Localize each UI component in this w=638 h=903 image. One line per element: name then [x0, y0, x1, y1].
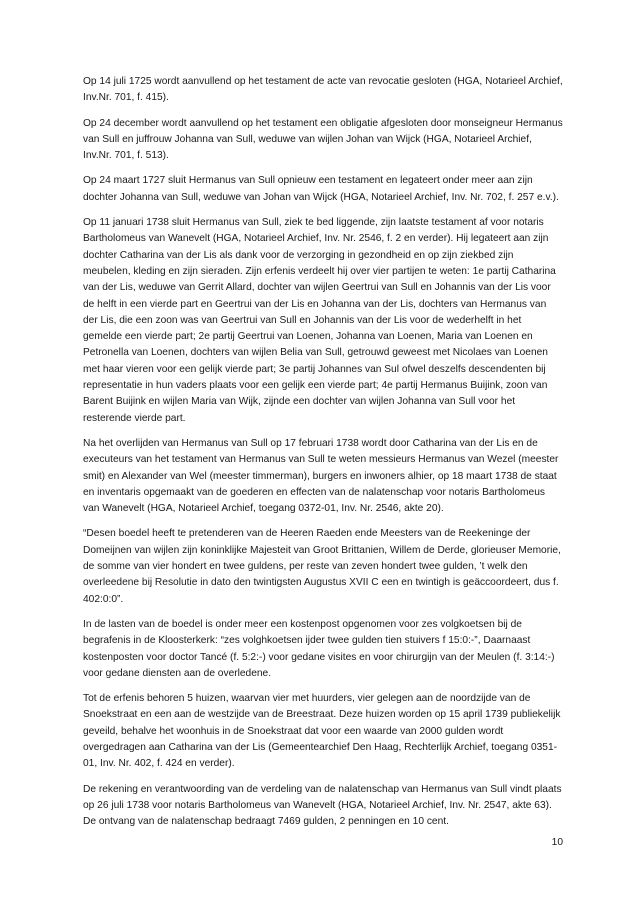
- paragraph-lasten: In de lasten van de boedel is onder meer een kostenpost opgenomen voor zes volgkoetsen bij de begrafenis in de Kloosterkerk: “zes volghkoetsen ijder twee gulden tien stuivers f 15:0:-”, Daarnaast kostenposten voor doctor Tancé (f. 5:2:-) voor gedane visites en voor chirurgijn van der Meulen (f. 3:14:-) voor gedane diensten aan de overledene.: [83, 618, 555, 679]
- document-body: [83, 74, 563, 839]
- paragraph-revocatie: Op 14 juli 1725 wordt aanvullend op het testament de acte van revocatie gesloten (HGA, Notarieel Archief, Inv.Nr. 701, f. 415).: [83, 76, 563, 104]
- paragraph-testament-1727: Op 24 maart 1727 sluit Hermanus van Sull opnieuw een testament en legateert onder meer aan zijn dochter Johanna van Sull, weduwe van Johan van Wijck (HGA, Notarieel Archief, Inv. Nr. 702, f. 257 e.v.).: [83, 175, 559, 203]
- paragraph-huizen: Tot de erfenis behoren 5 huizen, waarvan vier met huurders, vier gelegen aan de noordzijde van de Snoekstraat en een aan de westzijde van de Breestraat. Deze huizen worden op 15 april 1739 publiekelijk geveild, behalve het woonhuis in de Snoekstraat dat voor een waarde van 2000 gulden wordt overgedragen aan Catharina van der Lis (Gemeentearchief Den Haag, Rechterlijk Archief, toegang 0351-01, Inv. Nr. 402, f. 424 en verder).: [83, 693, 561, 770]
- page-number: 10: [551, 837, 563, 848]
- paragraph-obligatie: Op 24 december wordt aanvullend op het testament een obligatie afgesloten door monseigneur Hermanus van Sull en juffrouw Johanna van Sull, weduwe van wijlen Johan van Wijck (HGA, Notarieel Archief, Inv.Nr. 701, f. 513).: [83, 117, 563, 162]
- paragraph-quote-boedel: “Desen boedel heeft te pretenderen van de Heeren Raeden ende Meesters van de Reekeninge der Domeijnen van wijlen zijn koninklijke Majesteit van Groot Brittanien, Willem de Derde, glorieuser Memorie, de somme van vier hondert en twee guldens, per reste van zeven hondert twee gulden, ’t welk den overleedene bij Resolutie in dato den twintigsten Augustus XVII C een en twintigh is geäccoordeert, dus f. 402:0:0”.: [83, 528, 561, 605]
- paragraph-testament-1738: Op 11 januari 1738 sluit Hermanus van Sull, ziek te bed liggende, zijn laatste testament af voor notaris Bartholomeus van Wanevelt (HGA, Notarieel Archief, Inv. Nr. 2546, f. 2 en verder). Hij legateert aan zijn dochter Catharina van der Lis als dank voor de verzorging in gezondheid en op zijn ziekbed zijn meubelen, kleding en zijn sieraden. Zijn erfenis verdeelt hij over vier partijen te weten: 1e partij Catharina van der Lis, weduwe van Gerrit Allard, dochter van wijlen Geertrui van Sull en Johannis van der Lis voor de helft in een vierde part en Geertrui van der Lis en Johanna van der Lis, dochters van Hermanus van der Lis, die een zoon was van Geertrui van Sull en Johannis van der Lis voor de wederhelft in het gemelde een vierde part; 2e partij Geertrui van Loenen, Johanna van Loenen, Maria van Loenen en Petronella van Loenen, dochters van wijlen Belia van Sull, getrouwd geweest met Nicolaes van Loenen met haar vieren voor een gelijk vierde part; 3e partij Johannes van Sul ofwel deszelfs descendenten bij representatie in hun vaders plaats voor een gelijk een vierde part; 4e partij Hermanus Buijink, zoon van Barent Buijink en wijlen Maria van Wijk, zijnde een dochter van wijlen Johanna van Sull voor het resterende vierde part.: [83, 217, 556, 424]
- paragraph-rekening: De rekening en verantwoording van de verdeling van de nalatenschap van Hermanus van Sull vindt plaats op 26 juli 1738 voor notaris Bartholomeus van Wanevelt (HGA, Notarieel Archief, Inv. Nr. 2547, akte 63). De ontvang van de nalatenschap bedraagt 7469 gulden, 2 penningen en 10 cent.: [83, 783, 562, 828]
- paragraph-inventaris: Na het overlijden van Hermanus van Sull op 17 februari 1738 wordt door Catharina van der Lis en de executeurs van het testament van Hermanus van Sull te weten messieurs Hermanus van Wezel (meester smit) en Alexander van Wel (meester timmerman), burgers en inwoners alhier, op 18 maart 1738 de staat en inventaris opgemaakt van de goederen en effecten van de nalatenschap voor notaris Bartholomeus van Wanevelt (HGA, Notarieel Archief, toegang 0372-01, Inv. Nr. 2546, akte 20).: [83, 437, 559, 515]
